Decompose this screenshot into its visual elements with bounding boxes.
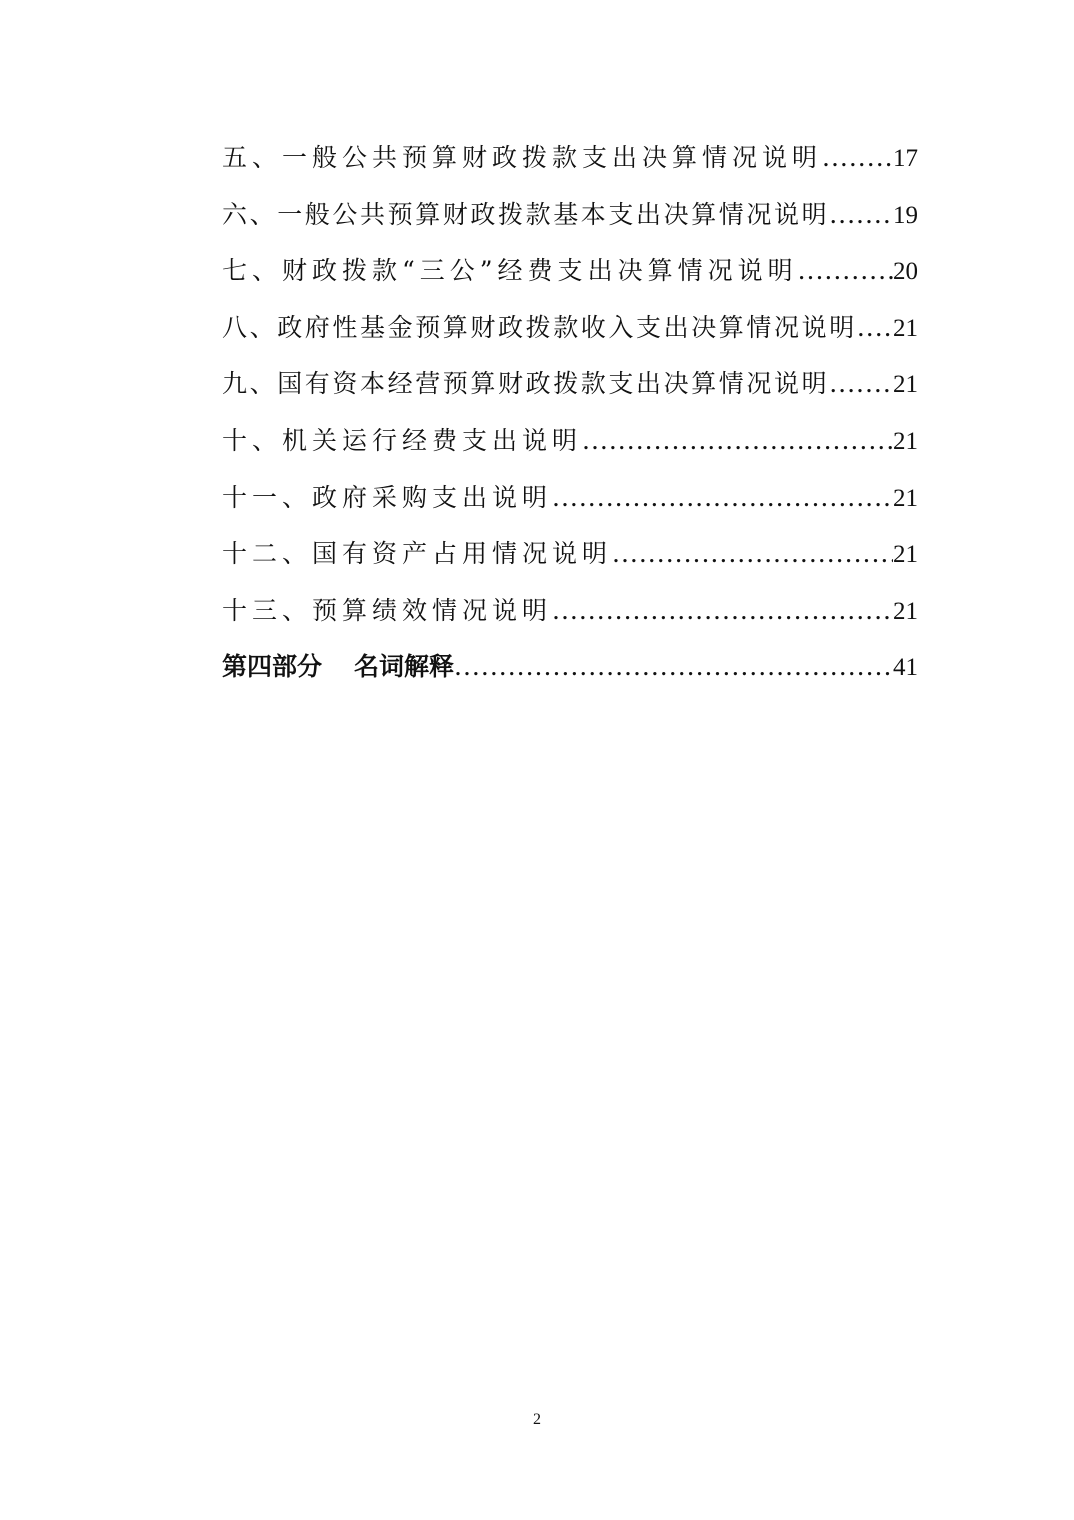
toc-leader-dots bbox=[552, 470, 893, 527]
toc-entry-page: 19 bbox=[893, 201, 918, 229]
toc-entry[interactable] bbox=[222, 356, 918, 413]
toc-leader-dots bbox=[612, 526, 893, 583]
toc-entry-title: 七、财政拨款“三公”经费支出决算情况说明 bbox=[222, 256, 798, 286]
toc-entry-title: 六、一般公共预算财政拨款基本支出决算情况说明 bbox=[222, 199, 830, 229]
toc-section-name: 名词解释 bbox=[354, 652, 455, 682]
toc-entry[interactable] bbox=[222, 243, 918, 300]
toc-leader-dots bbox=[798, 243, 893, 300]
toc-entry-title: 十、机关运行经费支出说明 bbox=[222, 425, 583, 455]
toc-leader-dots bbox=[454, 639, 893, 696]
toc-entry-page: 21 bbox=[893, 314, 918, 342]
toc-entry[interactable] bbox=[222, 583, 918, 640]
toc-entry-page: 17 bbox=[893, 145, 918, 172]
toc-entry-title: 八、政府性基金预算财政拨款收入支出决算情况说明 bbox=[222, 312, 857, 342]
toc-entry-title: 九、国有资本经营预算财政拨款支出决算情况说明 bbox=[222, 369, 830, 399]
toc-leader-dots bbox=[829, 187, 893, 244]
toc-leader-dots bbox=[582, 413, 893, 470]
toc-entry-page: 21 bbox=[893, 597, 918, 625]
toc-entry[interactable] bbox=[222, 187, 918, 244]
toc-entry-title: 十三、预算绩效情况说明 bbox=[222, 595, 553, 625]
toc-leader-dots bbox=[822, 130, 893, 187]
toc-section-page: 41 bbox=[893, 654, 918, 682]
toc-entry-page: 21 bbox=[893, 427, 918, 455]
toc-entry-page: 21 bbox=[893, 541, 918, 569]
toc-entry-page: 21 bbox=[893, 371, 918, 399]
toc-section-part: 第四部分 bbox=[222, 652, 323, 682]
table-of-contents bbox=[222, 130, 918, 696]
toc-entry-title: 十二、国有资产占用情况说明 bbox=[222, 539, 613, 569]
toc-entry-page: 20 bbox=[893, 258, 918, 286]
toc-entry[interactable] bbox=[222, 300, 918, 357]
toc-leader-dots bbox=[857, 300, 893, 357]
toc-entry[interactable] bbox=[222, 413, 918, 470]
page-number: 2 bbox=[533, 1411, 541, 1428]
toc-entry[interactable] bbox=[222, 470, 918, 527]
toc-entry-page: 21 bbox=[893, 484, 918, 512]
toc-entry-title: 五、一般公共预算财政拨款支出决算情况说明 bbox=[222, 143, 823, 172]
toc-leader-dots bbox=[829, 356, 893, 413]
toc-entry[interactable] bbox=[222, 526, 918, 583]
toc-section-title bbox=[222, 639, 454, 696]
toc-entry-title: 十一、政府采购支出说明 bbox=[222, 482, 553, 512]
toc-section-entry[interactable] bbox=[222, 639, 918, 696]
toc-entry[interactable] bbox=[222, 130, 918, 187]
toc-leader-dots bbox=[552, 583, 893, 640]
